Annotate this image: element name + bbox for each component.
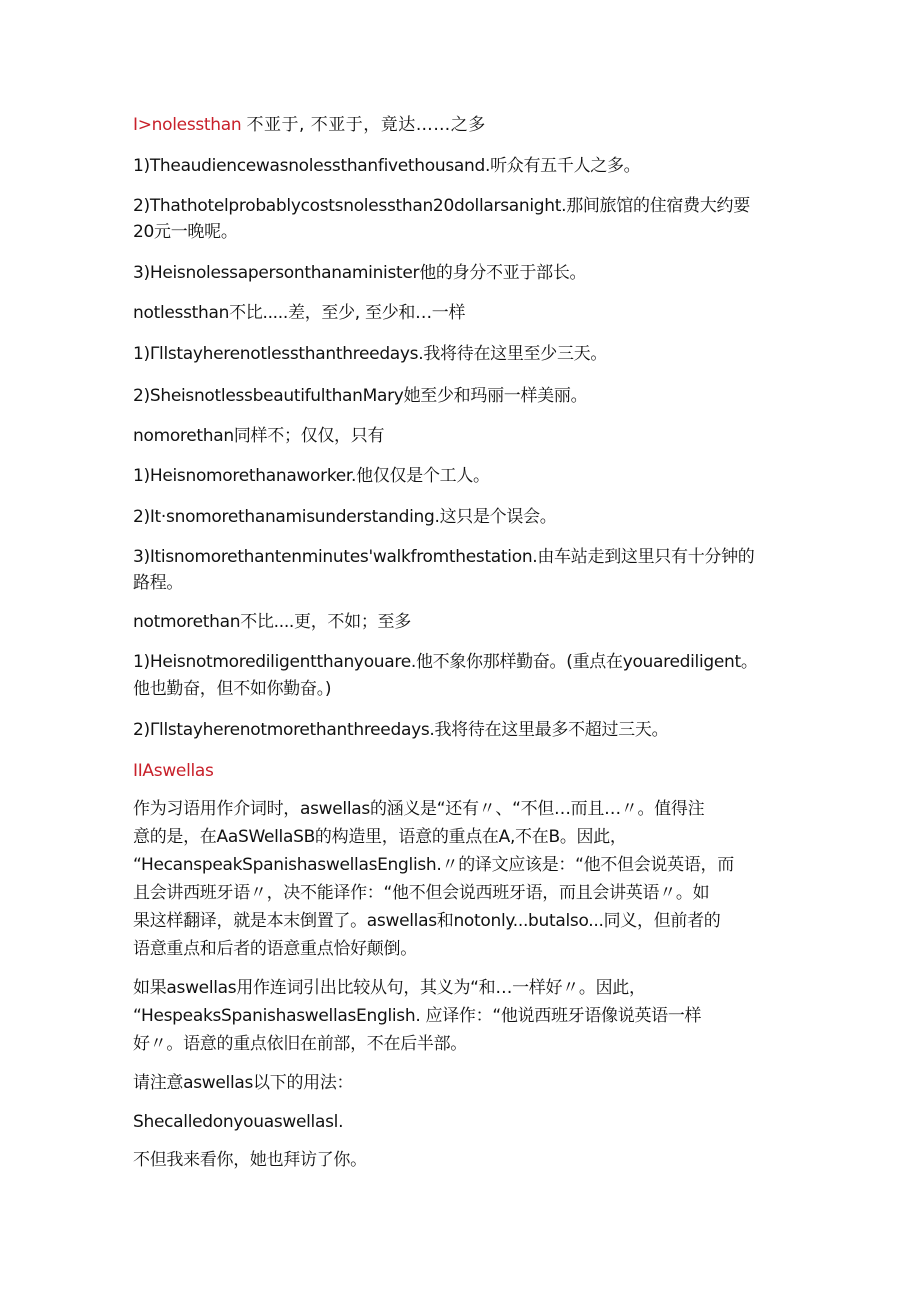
term-line-notmorethan: notmorethan不比....更，不如；至多 <box>133 612 411 632</box>
heading-meaning: 不亚于, 不亚于，竟达……之多 <box>246 115 486 135</box>
paragraph-line: 好〃。语意的重点依旧在前部，不在后半部。 <box>133 1034 467 1054</box>
example-line: 2)Thathotelprobablycostsnolessthan20dollarsanight.那间旅馆的住宿费大约要 <box>133 196 750 216</box>
paragraph-line: 意的是，在AaSWellaSB的构造里，语意的重点在A,不在B。因此， <box>133 827 627 847</box>
example-line: 2)It·snomorethanamisunderstanding.这只是个误会。 <box>133 507 557 527</box>
example-line: 1)Heisnomorethanaworker.他仅仅是个工人。 <box>133 466 490 486</box>
term-line-notlessthan: notlessthan不比.....差，至少, 至少和…一样 <box>133 303 466 323</box>
note-line: 请注意aswellas以下的用法： <box>133 1073 354 1093</box>
example-line: 3)Itisnomorethantenminutes'walkfromthestation.由车站走到这里只有十分钟的 <box>133 547 755 567</box>
paragraph-line: 语意重点和后者的语意重点恰好颠倒。 <box>133 939 417 959</box>
example-line: 他也勤奋，但不如你勤奋。) <box>133 679 332 699</box>
paragraph-line: 果这样翻译，就是本末倒置了。aswellas和notonly...butalso...同义，但前者的 <box>133 911 721 931</box>
example-en-line: Shecalledonyouaswellasl. <box>133 1112 344 1132</box>
paragraph-line: 且会讲西班牙语〃，决不能译作：“他不但会说西班牙语，而且会讲英语〃。如 <box>133 883 710 903</box>
section2-heading: IIAswellas <box>133 761 214 781</box>
example-line: 3)Heisnolessapersonthanaminister他的身分不亚于部长。 <box>133 263 587 283</box>
paragraph-line: “HespeaksSpanishaswellasEnglish. 应译作：“他说西班牙语像说英语一样 <box>133 1006 702 1026</box>
example-cn-line: 不但我来看你，她也拜访了你。 <box>133 1150 367 1170</box>
paragraph-line: 作为习语用作介词时，aswellas的涵义是“还有〃、“不但…而且…〃。值得注 <box>133 799 705 819</box>
example-line: 2)Γllstayherenotmorethanthreedays.我将待在这里最多不超过三天。 <box>133 720 669 740</box>
term-line-nomorethan: nomorethan同样不；仅仅，只有 <box>133 426 385 446</box>
example-line: 2)SheisnotlessbeautifulthanMary她至少和玛丽一样美丽。 <box>133 386 588 406</box>
example-line: 路程。 <box>133 573 184 593</box>
example-line: 1)Heisnotmorediligentthanyouare.他不象你那样勤奋。(重点在youarediligent。 <box>133 652 758 672</box>
section1-heading <box>133 111 793 140</box>
heading-term: I>nolessthan <box>133 115 242 135</box>
example-line: 20元一晚呢。 <box>133 222 238 242</box>
example-line: 1)Γllstayherenotlessthanthreedays.我将待在这里至少三天。 <box>133 344 608 364</box>
paragraph-line: 如果aswellas用作连词引出比较从句，其义为“和…一样好〃。因此， <box>133 978 646 998</box>
example-line: 1)Theaudiencewasnolessthanfivethousand.听众有五千人之多。 <box>133 156 641 176</box>
paragraph-line: “HecanspeakSpanishaswellasEnglish.〃的译文应该是：“他不但会说英语，而 <box>133 855 734 875</box>
